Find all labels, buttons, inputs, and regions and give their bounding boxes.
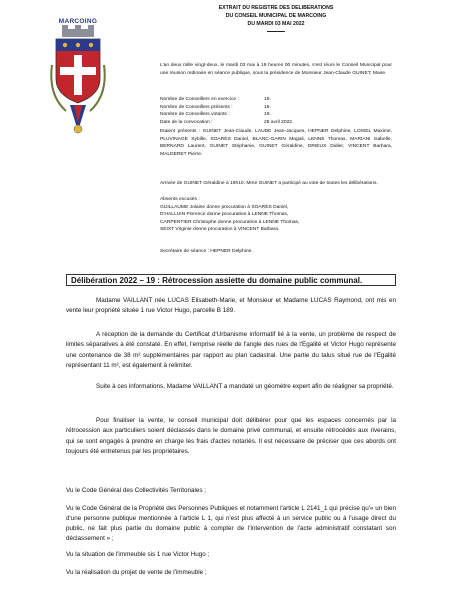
count-label: Nombre de Conseillers présents : [160, 104, 233, 110]
absent-item: CARPENTIER Christophe donne procuration à LENNE Thomas, [160, 219, 300, 225]
count-label: Date de la convocation : [160, 119, 213, 125]
count-value: 19. [264, 112, 271, 118]
count-row [160, 104, 392, 112]
legal-reference: Vu le Code Général de la Propriété des Personnes Publiques et notamment l'article L 2141_1 qui précise qu'« un bien d'une personne publique mentionnée à l'article L 1, qui n'est plus affecté à un service public ou à l'usage direct du public, ne fait plus partie du domaine public à compter de l'intervention de l'acte administratif constatant son déclassement » ; [66, 505, 396, 542]
count-row [160, 111, 392, 119]
count-value: 15. [264, 104, 271, 110]
secretary-line: Secrétaire de séance : HEPNER Delphine. [160, 249, 253, 254]
council-counts [160, 96, 392, 126]
header-line-1: EXTRAIT DU REGISTRE DES DELIBERATIONS [218, 5, 334, 11]
absents-title: Absents excusés : [160, 197, 200, 202]
coat-of-arms-icon [48, 25, 108, 137]
body-paragraph: Pour finaliser la vente, le conseil municipal doit délibérer pour que les espaces concernés par la rétrocession aux particuliers soient déclassés dans le domaine privé communal, et ensuite rétrocédés aux riverains, qui se sont engagés à prendre en charge les frais d'actes notariés. Il est nécessaire de préciser que ces abords ont toujours été entretenus par les propriétaires. [66, 417, 396, 456]
city-name: MARCOING [58, 18, 98, 25]
header-line-3: DU MARDI 03 MAI 2022 [247, 21, 305, 27]
legal-reference: Vu la situation de l'immeuble sis 1 rue Victor Hugo ; [66, 551, 210, 558]
header-line-2: DU CONSEIL MUNICIPAL DE MARCOING [225, 13, 327, 19]
absent-item: D'HALLUIN Florence donne procuration à LENNE Thomas, [160, 212, 289, 218]
count-row [160, 119, 392, 127]
intro-paragraph: L'an deux mille vingt-deux, le mardi 03 mai à 19 heures 00 minutes, s'est réuni le Conseil Municipal pour une réunion ordinaire en séance publique, sous la présidence de Monsieur Jean-Claude GUINET, Maire. [160, 63, 392, 76]
count-value: 28 avril 2022. [264, 119, 294, 125]
coat-of-arms [48, 18, 108, 140]
absent-item: GUILLAUME Jolaine donne procuration à SOARÈS Daniel, [160, 204, 289, 210]
legal-reference: Vu le Code Général des Collectivités Territoriales ; [66, 487, 206, 494]
count-label: Nombre de Conseillers en exercice : [160, 97, 239, 102]
count-row [160, 96, 392, 104]
header-divider [160, 28, 392, 34]
deliberation-title: Délibération 2022 – 19 : Rétrocession assiette du domaine public communal. [66, 274, 396, 286]
count-value: 19. [264, 97, 271, 102]
count-label: Nombre de Conseillers votants : [160, 112, 230, 118]
absent-item: SEIXT Virginie donne procuration à VINCENT Barbara. [160, 227, 280, 233]
body-paragraph: Suite à ces informations, Madame VAILLANT a mandaté un géomètre expert afin de réaligner sa propriété. [96, 383, 394, 390]
register-header [160, 4, 392, 34]
body-paragraph: A réception de la demande du Certificat d'Urbanisme informatif lié à la vente, un problème de respect de limites séparatives a été constaté. En effet, l'emprise réelle de l'angle des rues de l'Egalité et Victor Hugo représente une contenance de 38 m² supplémentaires par rapport au plan cadastral. Une partie du talus situé rue de l'Egalité représentant 11 m², est également à relimiter. [66, 331, 396, 370]
presents-paragraph: Etaient présents : GUINET Jean-Claude, LAUDE Jean-Jacques, HEPNER Delphine, LOISEL Maxime, PLUVINAGE Sybille, SOARÈS Daniel, BLANC-GARIN Magali, LENNE Thomas, MARIANI Isabelle, BERNARD Laurent, GUINET Stéphanie, GUINET Géraldine, DRIEUX Didier, VINCENT Barbara, MALDERET Pierre. [160, 129, 392, 157]
body-paragraph: Madame VAILLANT née LUCAS Elisabeth-Marie, et Monsieur et Madame LUCAS Raymond, ont mis en vente leur propriété située 1 rue Victor Hugo, parcelle B 189. [66, 297, 396, 315]
absents-section [160, 196, 392, 234]
arrival-note: Arrivée de GUINET Géraldine à 19h10. Mme GUINET a participé au vote de toutes les délibérations. [160, 181, 378, 186]
legal-reference: Vu la réalisation du projet de vente de l'immeuble ; [66, 569, 207, 576]
